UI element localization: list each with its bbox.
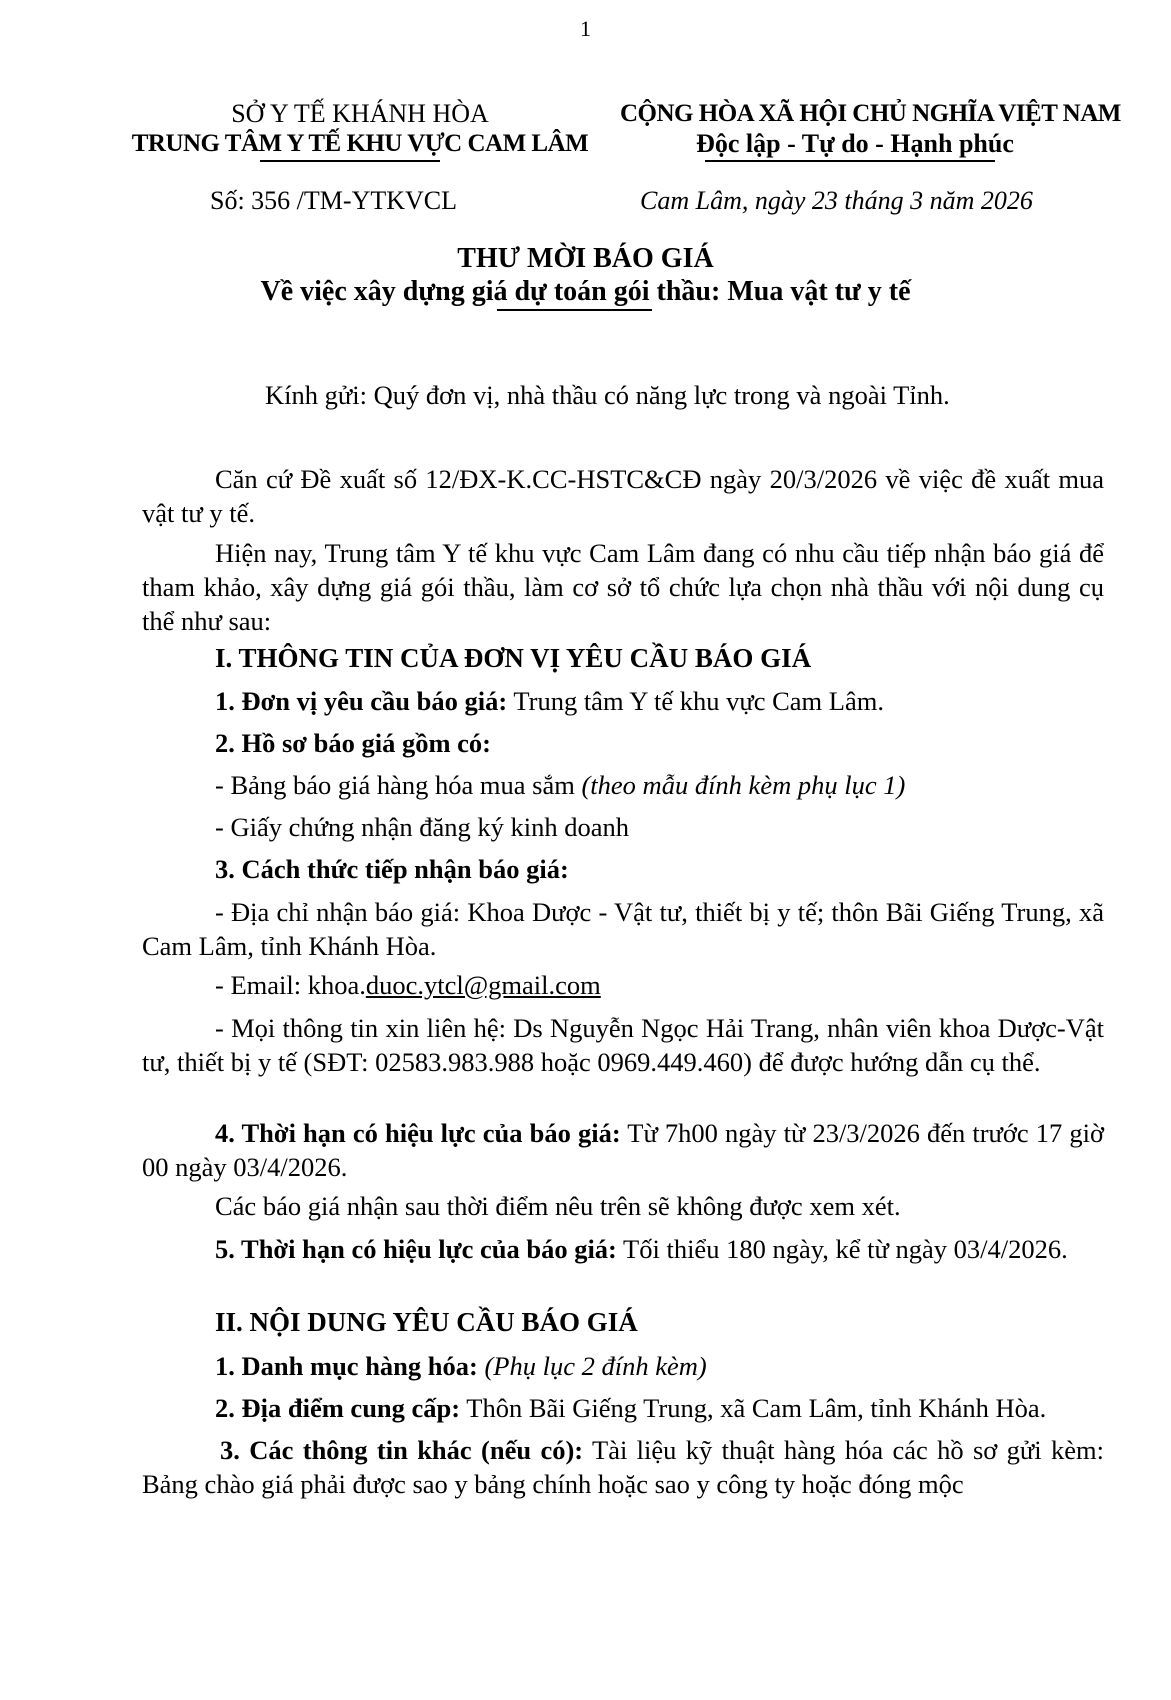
greeting: Kính gửi: Quý đơn vị, nhà thầu có năng lực trong và ngoài Tỉnh.	[265, 380, 950, 410]
section-2-heading: II. NỘI DUNG YÊU CẦU BÁO GIÁ	[215, 1307, 638, 1337]
quote-table-text: - Bảng báo giá hàng hóa mua sắm	[215, 770, 582, 800]
s1-item-3-contact: - Mọi thông tin xin liên hệ: Ds Nguyễn Ngọc Hải Trang, nhân viên khoa Dược-Vật tư, thiết bị y tế (SĐT: 02583.983.988 hoặc 0969.449.460) để được hướng dẫn cụ thể.	[142, 1013, 1104, 1077]
country-name: CỘNG HÒA XÃ HỘI CHỦ NGHĨA VIỆT NAM	[620, 100, 1121, 127]
s1-item-3-label: 3. Cách thức tiếp nhận báo giá:	[215, 854, 569, 884]
email-prefix: - Email: khoa.	[215, 970, 366, 1000]
page-number: 1	[580, 16, 591, 41]
s2-item-2-value: Thôn Bãi Giếng Trung, xã Cam Lâm, tỉnh Khánh Hòa.	[460, 1393, 1047, 1423]
s1-item-5-value: Tối thiểu 180 ngày, kể từ ngày 03/4/2026.	[616, 1234, 1068, 1264]
issue-date: Cam Lâm, ngày 23 tháng 3 năm 2026	[640, 186, 1033, 215]
s2-item-2	[215, 1391, 1046, 1425]
purpose-paragraph: Hiện nay, Trung tâm Y tế khu vực Cam Lâm đang có nhu cầu tiếp nhận báo giá để tham khảo, xây dựng giá gói thầu, làm cơ sở tổ chức lựa chọn nhà thầu với nội dung cụ thể như sau:	[142, 538, 1104, 636]
email-link[interactable]: duoc.ytcl@gmail.com	[365, 970, 601, 1000]
s1-item-4-label: 4. Thời hạn có hiệu lực của báo giá:	[215, 1118, 621, 1148]
s2-item-1-label: 1. Danh mục hàng hóa:	[215, 1351, 478, 1381]
s2-item-3-label: 3. Các thông tin khác (nếu có):	[220, 1435, 584, 1465]
s1-item-3-address: - Địa chỉ nhận báo giá: Khoa Dược - Vật tư, thiết bị y tế; thôn Bãi Giếng Trung, xã Cam Lâm, tỉnh Khánh Hòa.	[142, 897, 1104, 961]
s1-item-4	[142, 1116, 1104, 1184]
document-subtitle: Về việc xây dựng giá dự toán gói thầu: Mua vật tư y tế	[260, 276, 911, 307]
section-1-heading: I. THÔNG TIN CỦA ĐƠN VỊ YÊU CẦU BÁO GIÁ	[215, 643, 812, 673]
appendix-1-note: (theo mẫu đính kèm phụ lục 1)	[581, 770, 906, 800]
s1-item-5	[142, 1232, 1104, 1266]
agency-underline	[260, 160, 440, 162]
s1-item-4-note: Các báo giá nhận sau thời điểm nêu trên sẽ không được xem xét.	[215, 1191, 901, 1221]
s1-item-4-value: Từ 7h00 ngày từ 23/3/2026 đến trước 17 giờ 00 ngày 03/4/2026.	[142, 1118, 1105, 1182]
s2-item-2-label: 2. Địa điểm cung cấp:	[215, 1393, 461, 1423]
s1-item-3-email	[215, 968, 601, 1002]
s1-item-1-value: Trung tâm Y tế khu vực Cam Lâm.	[507, 686, 884, 716]
motto-underline	[705, 160, 995, 162]
agency-name: TRUNG TÂM Y TẾ KHU VỰC CAM LÂM	[131, 130, 589, 157]
document-number: Số: 356 /TM-YTKVCL	[210, 186, 457, 215]
document-title: THƯ MỜI BÁO GIÁ	[457, 243, 714, 274]
s1-item-1-label: 1. Đơn vị yêu cầu báo giá:	[215, 686, 508, 716]
s1-item-2-bullet-2: - Giấy chứng nhận đăng ký kinh doanh	[215, 812, 629, 842]
s2-item-1	[215, 1349, 707, 1383]
s1-item-5-label: 5. Thời hạn có hiệu lực của báo giá:	[215, 1234, 617, 1264]
s2-item-3-value: Tài liệu kỹ thuật hàng hóa các hồ sơ gửi kèm: Bảng chào giá phải được sao y bảng chính hoặc sao y công ty hoặc đóng mộc	[142, 1435, 1104, 1499]
basis-paragraph: Căn cứ Đề xuất số 12/ĐX-K.CC-HSTC&CĐ ngày 20/3/2026 về việc đề xuất mua vật tư y tế.	[142, 464, 1104, 528]
s1-item-2-label: 2. Hồ sơ báo giá gồm có:	[215, 728, 491, 758]
s1-item-1	[215, 684, 884, 718]
national-motto: Độc lập - Tự do - Hạnh phúc	[696, 129, 1014, 158]
agency-parent: SỞ Y TẾ KHÁNH HÒA	[231, 99, 489, 128]
s2-item-3	[142, 1433, 1104, 1501]
subtitle-underline	[497, 309, 652, 311]
s2-item-1-value: (Phụ lục 2 đính kèm)	[477, 1351, 707, 1381]
s1-item-2-bullet-1	[215, 768, 905, 802]
